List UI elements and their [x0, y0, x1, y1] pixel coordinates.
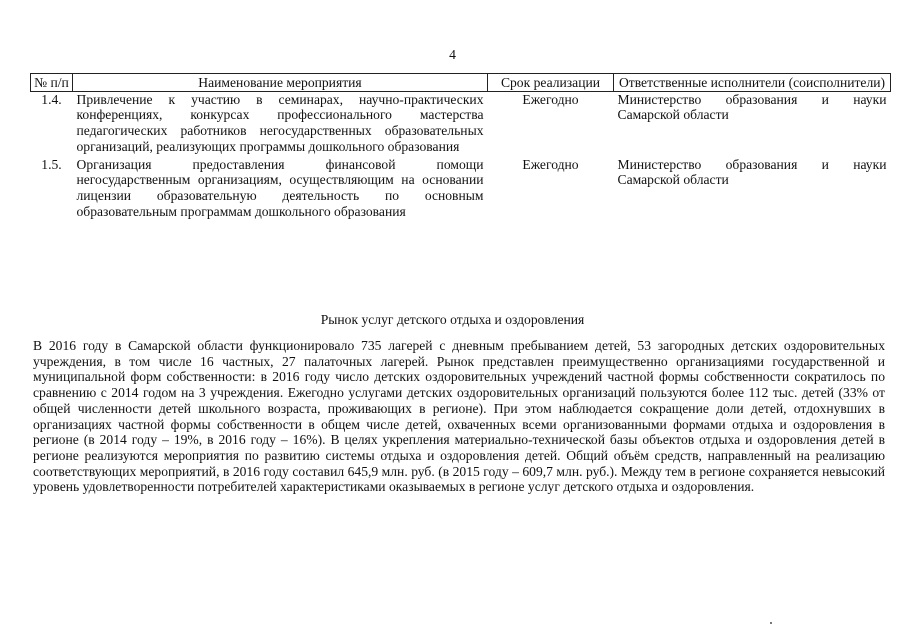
- row-num: 1.4.: [41, 91, 62, 107]
- scan-dot-mark: [770, 622, 772, 624]
- section-title: Рынок услуг детского отдыха и оздоровления: [320, 312, 585, 327]
- header-responsible: Ответственные исполнители (соисполнители): [614, 74, 891, 92]
- table-header-row: [31, 74, 891, 92]
- row-num: 1.5.: [41, 156, 62, 172]
- header-term: Срок реализации: [488, 74, 614, 92]
- measures-table: [30, 73, 891, 221]
- header-name: Наименование мероприятия: [73, 74, 488, 92]
- row-responsible: Министерство образования и науки Самарской области: [617, 91, 887, 123]
- body-paragraph: В 2016 году в Самарской области функционировало 735 лагерей с дневным пребыванием детей, 53 загородных детских оздоровительных учреждения, в том числе 16 частных, 27 палаточных лагерей. Рынок представлен преимущественно организациями государственной и муниципальной форм собственности: в 2016 году число детских оздоровительных учреждений частной формы собственности сократилось по сравнению с 2014 годом на 3 учреждения. Ежегодно услугами детских оздоровительных организаций пользуются более 112 тыс. детей (33% от общей численности детей школьного возраста, проживающих в регионе). При этом наблюдается сокращение доли детей, отдохнувших в организациях частной формы собственности в общем числе детей, охваченных всеми организованными формами отдыха и оздоровления в регионе (в 2014 году – 19%, в 2016 году – 16%). В целях укрепления материально-технической базы объектов отдыха и оздоровления детей в регионе реализуются мероприятия по развитию системы отдыха и оздоровления детей. Общий объём средств, направленный на реализацию соответствующих мероприятий, в 2016 году составил 645,9 млн. руб. (в 2015 году – 609,7 млн. руб.). Между тем в регионе сохраняется невысокий уровень удовлетворенности потребителей характеристиками оказываемых в регионе услуг детского отдыха и оздоровления.: [33, 338, 885, 495]
- row-name: Организация предоставления финансовой помощи негосударственным организациям, осуществляющим на основании лицензии образовательную деятельность по основным образовательным программам дошкольного образования: [76, 156, 484, 219]
- table-row: [31, 91, 891, 156]
- row-responsible: Министерство образования и науки Самарской области: [617, 156, 887, 188]
- table-row: [31, 157, 891, 222]
- row-term: Ежегодно: [522, 91, 579, 107]
- row-term: Ежегодно: [522, 156, 579, 172]
- page-number: 4: [449, 47, 456, 62]
- header-num: № п/п: [31, 74, 73, 92]
- row-name: Привлечение к участию в семинарах, научно-практических конференциях, конкурсах профессионального мастерства педагогических работников негосударственных образовательных организаций, реализующих программы дошкольного образования: [76, 91, 484, 154]
